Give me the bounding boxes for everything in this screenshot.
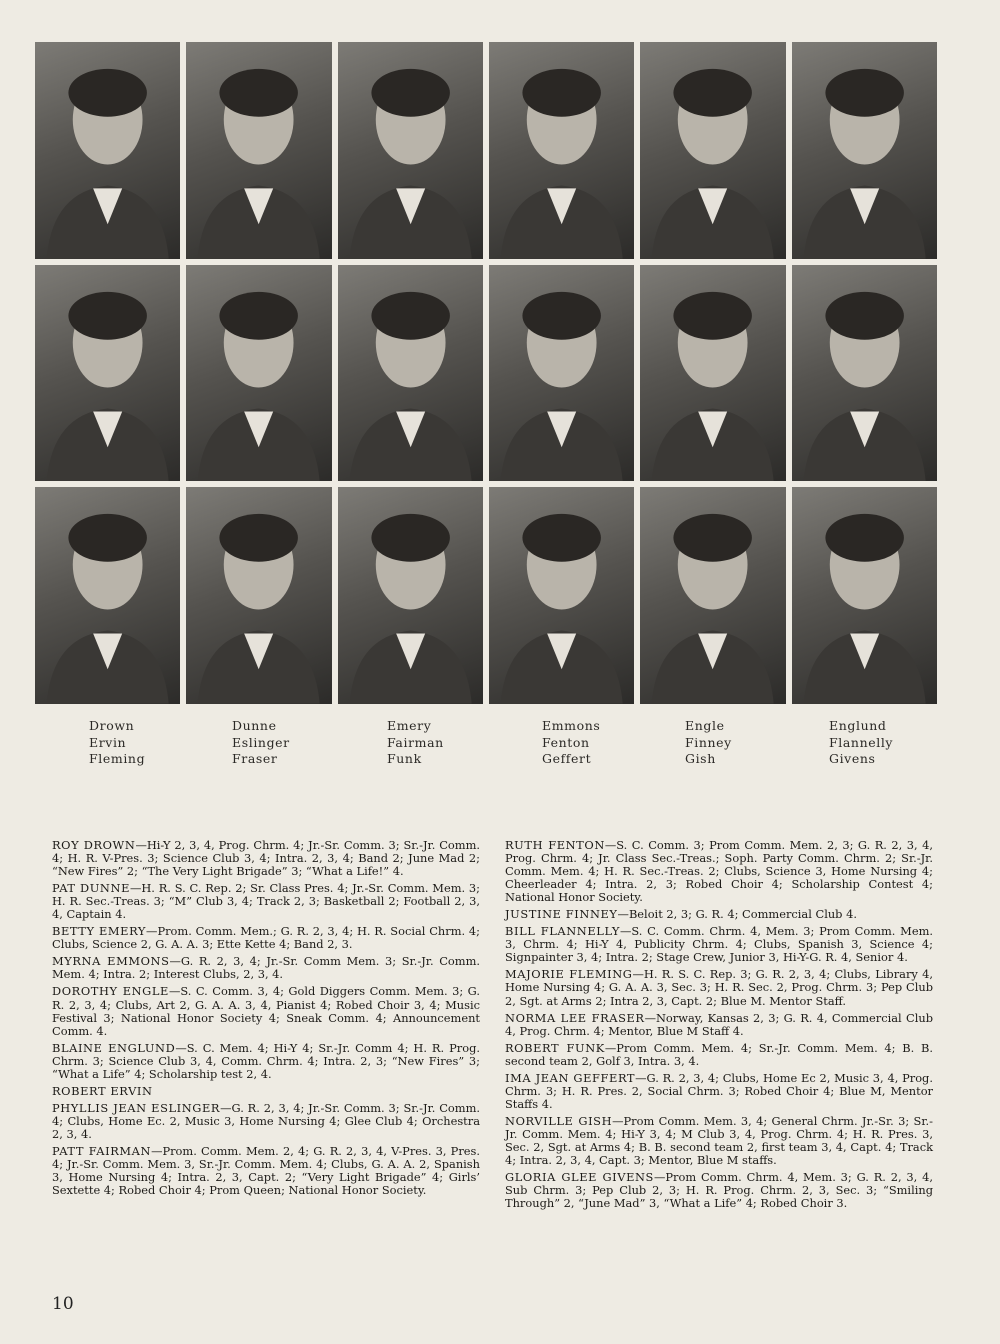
name-caption: Flannelly	[829, 734, 894, 750]
portrait-photo	[792, 265, 937, 482]
student-name: MYRNA EMMONS	[52, 954, 170, 969]
name-caption-column	[542, 718, 600, 768]
student-name: PATT FAIRMAN	[52, 1143, 152, 1158]
student-name: NORMA LEE FRASER	[505, 1010, 645, 1025]
student-name: ROY DROWN	[52, 838, 136, 852]
name-caption: Fairman	[387, 734, 444, 750]
portrait-photo	[338, 42, 483, 259]
name-caption: Finney	[685, 734, 732, 750]
student-bio	[52, 1102, 480, 1141]
portrait-photo	[186, 42, 331, 259]
name-caption: Geffert	[542, 751, 592, 766]
portrait-photo	[35, 487, 180, 704]
bio-column-left	[52, 839, 480, 1201]
student-name: JUSTINE FINNEY	[505, 907, 618, 922]
portrait-photo	[792, 487, 937, 704]
name-caption: Givens	[829, 751, 876, 766]
student-bio	[52, 839, 480, 878]
student-activities: —Hi-Y 2, 3, 4, Prog. Chrm. 4; Jr.-Sr. Comm. 3; Sr.-Jr. Comm. 4; H. R. V-Pres. 3; Science Club 3, 4; Intra. 2, 3, 4; Band 2; June Mad 2; “New Fires” 2; “The Very Light Brigade” 3; “What a Life!” 4.	[52, 838, 480, 879]
portrait-photo	[489, 265, 634, 482]
student-bio	[52, 925, 480, 951]
name-caption: Eslinger	[232, 734, 290, 750]
student-name: BETTY EMERY	[52, 924, 147, 939]
student-name: ROBERT FUNK	[505, 1040, 605, 1055]
student-activities: —G. R. 2, 3, 4; Jr.-Sr. Comm. 3; Sr.-Jr. Comm. 4; Clubs, Home Ec. 2, Music 3, Home Nursing 4; Glee Club 4; Orchestra 2, 3, 4.	[52, 1100, 480, 1141]
name-caption-column	[829, 718, 893, 768]
portrait-photo	[186, 487, 331, 704]
student-activities: —S. C. Comm. 3; Prom Comm. Mem. 2, 3; G. R. 2, 3, 4, Prog. Chrm. 4; Jr. Class Sec.-Treas.; Soph. Party Comm. Chrm. 2; Sr.-Jr. Comm. Mem. 4; H. R. Sec.-Treas. 2; Clubs, Science 3, Home Nursing 4; Cheerleader 4; Intra. 2, 3; Robed Choir 4; Scholarship Contest 4; National Honor Society.	[505, 838, 933, 905]
student-bio	[505, 1115, 933, 1167]
name-caption: Engle	[685, 718, 725, 733]
student-activities: —H. R. S. C. Rep. 3; G. R. 2, 3, 4; Clubs, Library 4, Home Nursing 4; G. A. A. 3, Sec. 3; H. R. Sec. 2, Prog. Chrm. 3; Pep Club 2, Sgt. at Arms 2; Intra 2, 3, Capt. 2; Blue M. Mentor Staff.	[505, 967, 933, 1008]
portrait-photo	[338, 487, 483, 704]
student-bio	[505, 1171, 933, 1210]
student-bio	[52, 1145, 480, 1197]
student-activities: —Prom Comm. Mem. 4; Sr.-Jr. Comm. Mem. 4; B. B. second team 2, Golf 3, Intra. 3, 4.	[505, 1040, 933, 1068]
name-caption: Fenton	[542, 734, 590, 750]
student-name: DOROTHY ENGLE	[52, 984, 169, 999]
student-name: PAT DUNNE	[52, 881, 130, 896]
name-caption: Fleming	[89, 751, 146, 766]
name-caption: Gish	[685, 751, 716, 766]
student-activities: —Prom. Comm. Mem. 2, 4; G. R. 2, 3, 4, V-Pres. 3, Pres. 4; Jr.-Sr. Comm. Mem. 3, Sr.-Jr. Comm. Mem. 4; Clubs, G. A. A. 2, Spanish 3, Home Nursing 4; Intra. 2, 3, Capt. 2; “Very Light Brigade” 4; Girls’ Sextette 4; Robed Choir 4; Prom Queen; National Honor Society.	[52, 1143, 480, 1198]
name-captions	[0, 718, 1000, 778]
student-bio	[505, 1042, 933, 1068]
student-activities: —Prom Comm. Mem. 3, 4; General Chrm. Jr.-Sr. 3; Sr.-Jr. Comm. Mem. 4; Hi-Y 3, 4; M Club 3, 4, Prog. Chrm. 4; H. R. Pres. 3, Sec. 2, Sgt. at Arms 4; B. B. second team 2, first team 3, 4, Capt. 4; Track 4; Intra. 2, 3, 4, Capt. 3; Mentor, Blue M staffs.	[505, 1113, 933, 1168]
name-caption: Dunne	[232, 718, 277, 733]
portrait-photo	[186, 265, 331, 482]
student-activities: —H. R. S. C. Rep. 2; Sr. Class Pres. 4; Jr.-Sr. Comm. Mem. 3; H. R. Sec.-Treas. 3; “M” Club 3, 4; Track 2, 3; Basketball 2; Football 2, 3, 4, Captain 4.	[52, 881, 480, 922]
name-caption: Ervin	[89, 734, 127, 750]
student-name: RUTH FENTON	[505, 838, 605, 852]
portrait-photo	[338, 265, 483, 482]
student-activities: —S. C. Comm. 3, 4; Gold Diggers Comm. Mem. 3; G. R. 2, 3, 4; Clubs, Art 2, G. A. A. 3, 4, Pianist 4; Robed Choir 3, 4; Music Festival 3; National Honor Society 4; Sneak Comm. 4; Announcement Comm. 4.	[52, 984, 480, 1038]
portrait-grid	[35, 42, 937, 704]
student-activities: —S. C. Mem. 4; Hi-Y 4; Sr.-Jr. Comm 4; H. R. Prog. Chrm. 3; Science Club 3, 4, Comm. Chrm. 4; Intra. 2, 3; “New Fires” 3; “What a Life” 4; Scholarship test 2, 4.	[52, 1040, 481, 1081]
name-caption-column	[232, 718, 290, 768]
page-number: 10	[52, 1294, 74, 1314]
name-caption: Englund	[829, 718, 887, 733]
student-name: BILL FLANNELLY	[505, 924, 621, 939]
portrait-photo	[489, 42, 634, 259]
student-bio	[52, 985, 480, 1037]
portrait-photo	[640, 42, 785, 259]
student-bio	[505, 1072, 933, 1111]
portrait-photo	[35, 265, 180, 482]
student-name: NORVILLE GISH	[505, 1113, 613, 1128]
student-activities: —Beloit 2, 3; G. R. 4; Commercial Club 4.	[617, 907, 857, 922]
student-bio	[505, 968, 933, 1007]
student-name: IMA JEAN GEFFERT	[505, 1070, 636, 1085]
portrait-photo	[640, 487, 785, 704]
bio-column-right	[505, 839, 933, 1214]
name-caption: Emery	[387, 718, 432, 733]
student-name: BLAINE ENGLUND	[52, 1040, 176, 1055]
student-activities: —Norway, Kansas 2, 3; G. R. 4, Commercial Club 4, Prog. Chrm. 4; Mentor, Blue M Staff 4.	[505, 1010, 933, 1038]
student-bio	[505, 839, 933, 904]
student-bio	[505, 908, 933, 921]
student-bio	[505, 925, 933, 964]
name-caption: Drown	[89, 718, 135, 733]
student-name: GLORIA GLEE GIVENS	[505, 1170, 654, 1185]
portrait-photo	[640, 265, 785, 482]
name-caption: Emmons	[542, 718, 601, 733]
portrait-photo	[35, 42, 180, 259]
student-name: MAJORIE FLEMING	[505, 967, 633, 982]
student-activities: —Prom Comm. Chrm. 4, Mem. 3; G. R. 2, 3, 4, Sub Chrm. 3; Pep Club 2, 3; H. R. Prog. Chrm. 2, 3, Sec. 3; “Smiling Through” 2, “June Mad” 3, “What a Life” 4; Robed Choir 3.	[505, 1170, 933, 1211]
student-activities: —S. C. Comm. Chrm. 4, Mem. 3; Prom Comm. Mem. 3, Chrm. 4; Hi-Y 4, Publicity Chrm. 4; Clubs, Spanish 3, Science 4; Signpainter 3, 4; Intra. 2; Stage Crew, Junior 3, Hi-Y-G. R. 4, Senior 4.	[505, 924, 933, 965]
name-caption: Funk	[387, 751, 422, 766]
student-bio	[505, 1012, 933, 1038]
student-name: PHYLLIS JEAN ESLINGER	[52, 1100, 221, 1115]
name-caption-column	[387, 718, 444, 768]
student-bio	[52, 955, 480, 981]
student-bio	[52, 1085, 480, 1098]
student-bio	[52, 1042, 480, 1081]
name-caption: Fraser	[232, 751, 278, 766]
name-caption-column	[685, 718, 732, 768]
student-name: ROBERT ERVIN	[52, 1083, 153, 1098]
student-activities: —G. R. 2, 3, 4; Jr.-Sr. Comm Mem. 3; Sr.-Jr. Comm. Mem. 4; Intra. 2; Interest Clubs, 2, 3, 4.	[52, 954, 480, 982]
student-bio	[52, 882, 480, 921]
portrait-photo	[489, 487, 634, 704]
student-activities: —G. R. 2, 3, 4; Clubs, Home Ec 2, Music 3, 4, Prog. Chrm. 3; H. R. Pres. 2, Social Chrm. 3; Robed Choir 4; Blue M, Mentor Staffs 4.	[505, 1070, 933, 1111]
name-caption-column	[89, 718, 145, 768]
portrait-photo	[792, 42, 937, 259]
student-activities: —Prom. Comm. Mem.; G. R. 2, 3, 4; H. R. Social Chrm. 4; Clubs, Science 2, G. A. A. 3; Ette Kette 4; Band 2, 3.	[52, 924, 480, 952]
